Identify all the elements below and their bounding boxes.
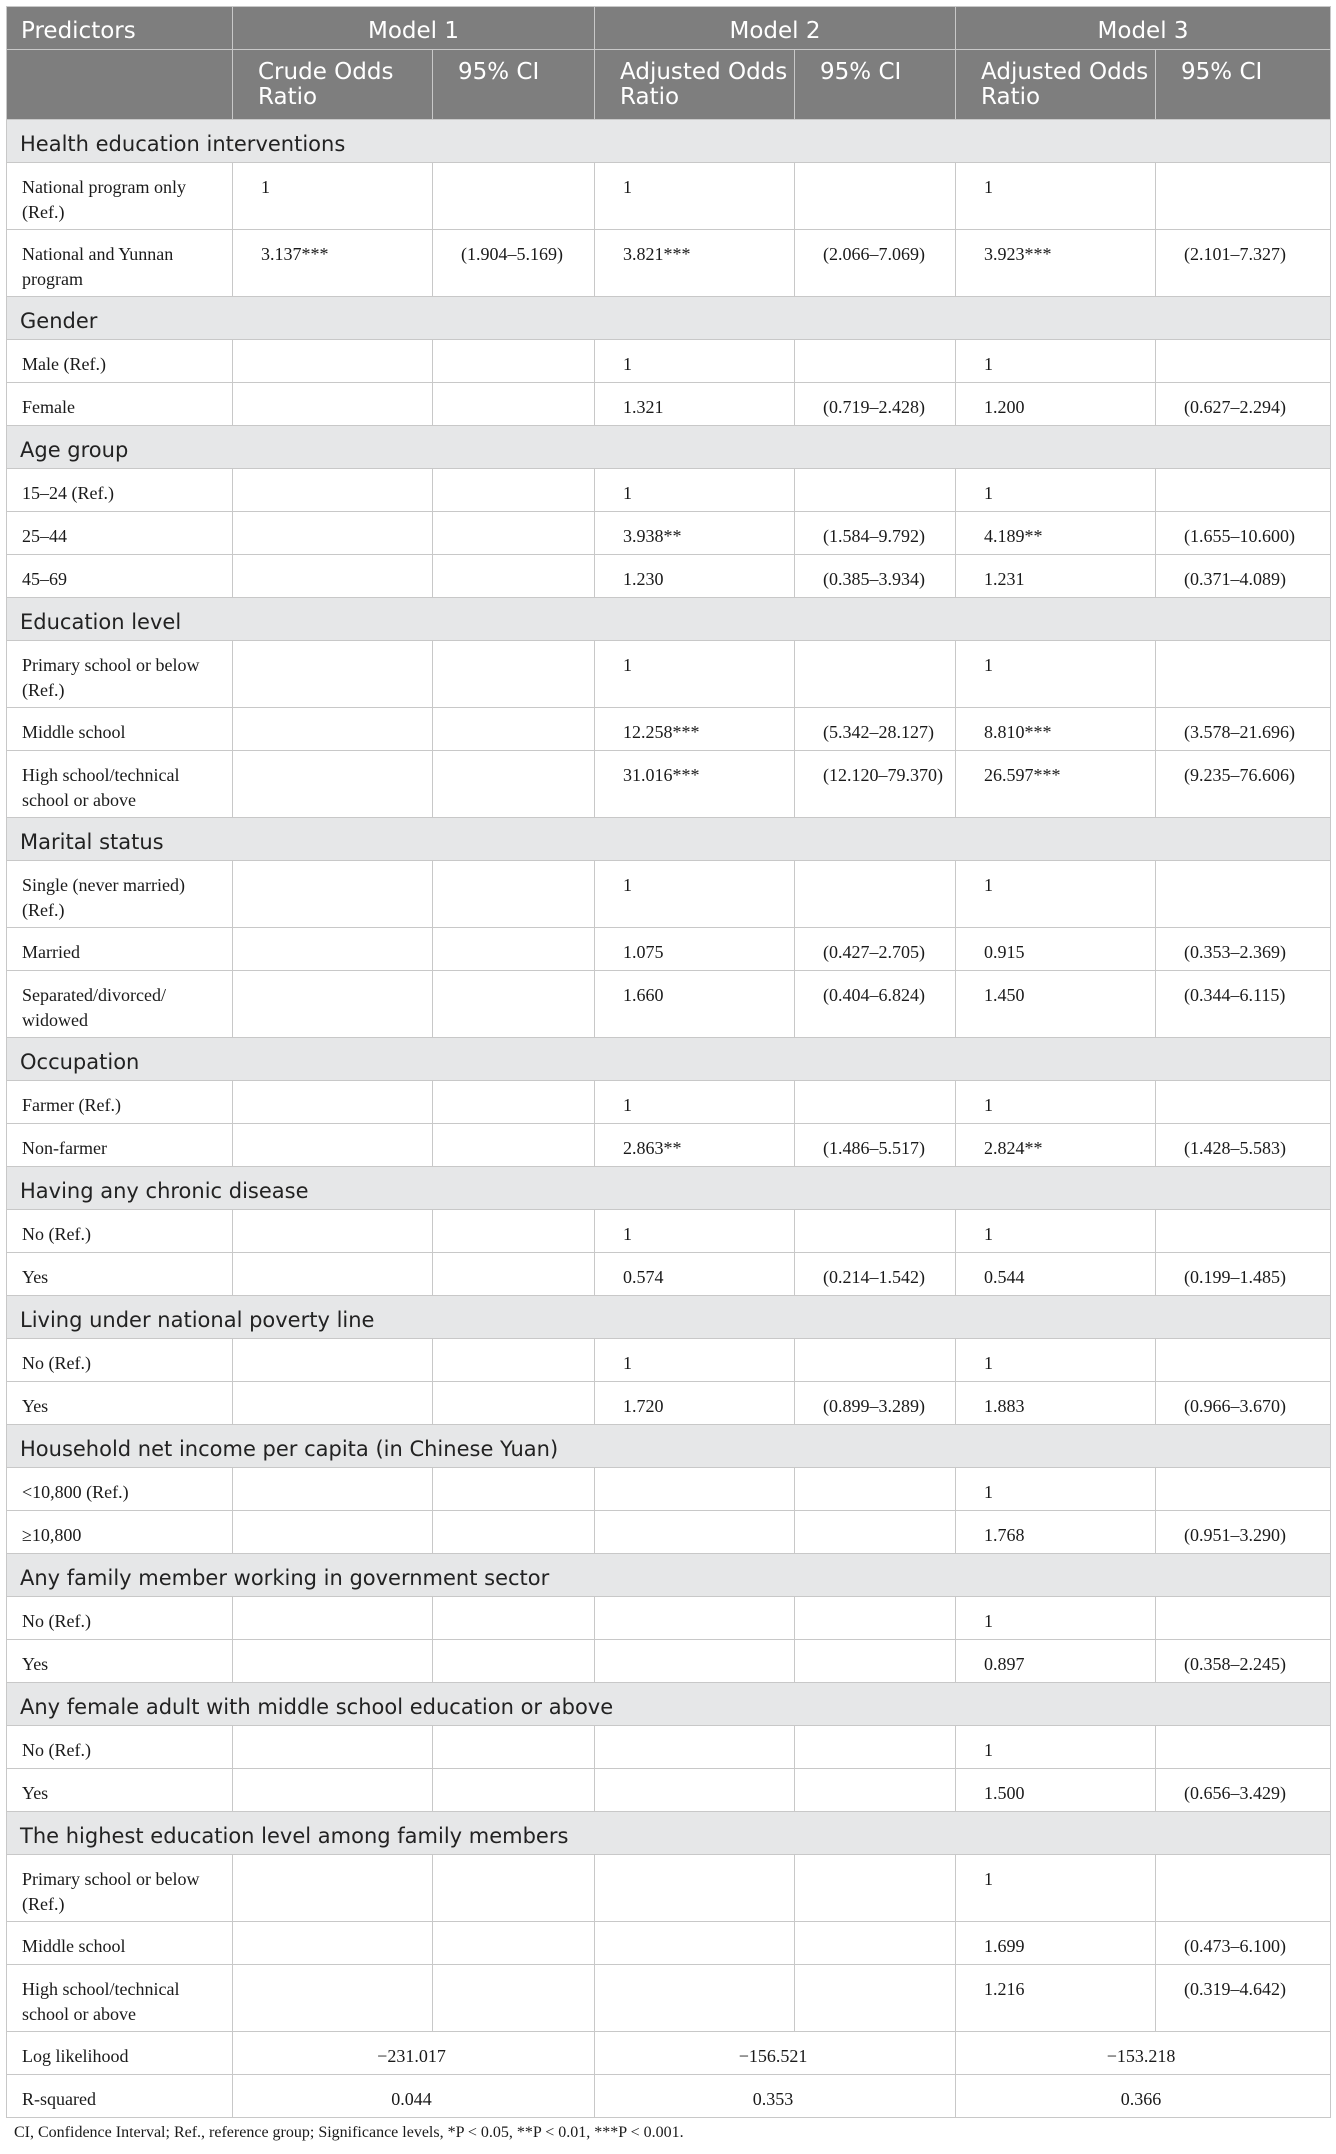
model-1-odds-ratio xyxy=(233,1855,433,1922)
model-3-odds-ratio: 1.450 xyxy=(956,971,1156,1038)
model-1-odds-ratio xyxy=(233,708,433,751)
header-adjusted-or-2: Adjusted Odds Ratio xyxy=(595,50,795,120)
model-2-odds-ratio: 3.821*** xyxy=(595,230,795,297)
model-2-ci xyxy=(795,1922,956,1965)
model-3-odds-ratio: 1.231 xyxy=(956,555,1156,598)
model-1-odds-ratio xyxy=(233,1253,433,1296)
model-3-odds-ratio: 0.544 xyxy=(956,1253,1156,1296)
section-row xyxy=(7,1812,1331,1855)
model-3-ci: (0.371–4.089) xyxy=(1156,555,1331,598)
model-2-odds-ratio xyxy=(595,1922,795,1965)
section-row xyxy=(7,598,1331,641)
model-2-ci xyxy=(795,1081,956,1124)
model-2-ci xyxy=(795,1597,956,1640)
model-3-ci: (0.344–6.115) xyxy=(1156,971,1331,1038)
model-2-ci xyxy=(795,1965,956,2032)
row-label: Primary school or below (Ref.) xyxy=(7,641,233,708)
model-2-ci xyxy=(795,861,956,928)
model-1-ci xyxy=(433,1253,595,1296)
model-1-odds-ratio xyxy=(233,971,433,1038)
model-1-ci xyxy=(433,340,595,383)
model-2-ci: (0.719–2.428) xyxy=(795,383,956,426)
model-2-ci: (0.404–6.824) xyxy=(795,971,956,1038)
model-1-ci xyxy=(433,751,595,818)
model-3-ci xyxy=(1156,163,1331,230)
model-3-ci: (1.428–5.583) xyxy=(1156,1124,1331,1167)
row-label: Married xyxy=(7,928,233,971)
model-3-ci xyxy=(1156,1081,1331,1124)
model-1-ci xyxy=(433,971,595,1038)
model-3-odds-ratio: 1 xyxy=(956,641,1156,708)
model-3-odds-ratio: 0.897 xyxy=(956,1640,1156,1683)
row-label: No (Ref.) xyxy=(7,1726,233,1769)
table-row xyxy=(7,1124,1331,1167)
model-2-odds-ratio: 1 xyxy=(595,469,795,512)
model-2-ci: (1.486–5.517) xyxy=(795,1124,956,1167)
model-2-ci: (2.066–7.069) xyxy=(795,230,956,297)
model-2-ci xyxy=(795,163,956,230)
model-3-odds-ratio: 3.923*** xyxy=(956,230,1156,297)
row-label: Female xyxy=(7,383,233,426)
table-row xyxy=(7,861,1331,928)
model-1-odds-ratio xyxy=(233,1124,433,1167)
table-row xyxy=(7,469,1331,512)
table-row xyxy=(7,163,1331,230)
model-1-ci xyxy=(433,555,595,598)
header-adjusted-or-3: Adjusted Odds Ratio xyxy=(956,50,1156,120)
model-1-odds-ratio xyxy=(233,641,433,708)
model-1-ci xyxy=(433,1124,595,1167)
model-2-ci xyxy=(795,1769,956,1812)
table-row xyxy=(7,1640,1331,1683)
model-2-ci: (12.120–79.370) xyxy=(795,751,956,818)
model-1-odds-ratio xyxy=(233,751,433,818)
model-2-odds-ratio: 1 xyxy=(595,641,795,708)
model-2-ci: (5.342–28.127) xyxy=(795,708,956,751)
header-model-1: Model 1 xyxy=(233,7,595,50)
model-3-odds-ratio: 1.768 xyxy=(956,1511,1156,1554)
model-1-odds-ratio xyxy=(233,555,433,598)
model-3-odds-ratio: 1 xyxy=(956,163,1156,230)
model-1-ci xyxy=(433,928,595,971)
model-1-ci xyxy=(433,163,595,230)
row-label: National program only (Ref.) xyxy=(7,163,233,230)
table-row xyxy=(7,1081,1331,1124)
model-2-odds-ratio: 1 xyxy=(595,1339,795,1382)
table-row xyxy=(7,1922,1331,1965)
table-row xyxy=(7,751,1331,818)
model-1-odds-ratio xyxy=(233,469,433,512)
model-3-odds-ratio: 2.824** xyxy=(956,1124,1156,1167)
section-row xyxy=(7,297,1331,340)
fit-stat-label: Log likelihood xyxy=(7,2032,233,2075)
model-1-ci xyxy=(433,1382,595,1425)
model-1-odds-ratio xyxy=(233,1511,433,1554)
model-2-odds-ratio: 1.230 xyxy=(595,555,795,598)
model-3-odds-ratio: 1 xyxy=(956,469,1156,512)
model-2-odds-ratio xyxy=(595,1769,795,1812)
header-model-3: Model 3 xyxy=(956,7,1331,50)
model-1-odds-ratio xyxy=(233,1382,433,1425)
model-2-odds-ratio: 12.258*** xyxy=(595,708,795,751)
model-3-ci xyxy=(1156,469,1331,512)
table-row xyxy=(7,928,1331,971)
row-label: No (Ref.) xyxy=(7,1339,233,1382)
row-label: Yes xyxy=(7,1382,233,1425)
model-3-ci xyxy=(1156,340,1331,383)
section-title: Household net income per capita (in Chinese Yuan) xyxy=(7,1425,1331,1468)
model-3-odds-ratio: 1.216 xyxy=(956,1965,1156,2032)
table-footnote: CI, Confidence Interval; Ref., reference group; Significance levels, *P < 0.05, **P < 0.01, ***P < 0.001. xyxy=(14,2124,684,2141)
model-1-ci xyxy=(433,1922,595,1965)
model-2-ci xyxy=(795,1210,956,1253)
model-3-odds-ratio: 8.810*** xyxy=(956,708,1156,751)
model-1-odds-ratio: 1 xyxy=(233,163,433,230)
model-1-ci xyxy=(433,1339,595,1382)
model-2-odds-ratio: 1.321 xyxy=(595,383,795,426)
header-ci-1: 95% CI xyxy=(433,50,595,120)
model-1-ci xyxy=(433,1511,595,1554)
row-label: Separated/divorced/ widowed xyxy=(7,971,233,1038)
model-1-ci xyxy=(433,1597,595,1640)
model-2-odds-ratio: 1.660 xyxy=(595,971,795,1038)
model-3-ci: (0.473–6.100) xyxy=(1156,1922,1331,1965)
table-body xyxy=(7,120,1331,2118)
table-row xyxy=(7,708,1331,751)
model-3-ci: (0.353–2.369) xyxy=(1156,928,1331,971)
row-label: Male (Ref.) xyxy=(7,340,233,383)
model-3-odds-ratio: 1 xyxy=(956,340,1156,383)
model-3-ci xyxy=(1156,1468,1331,1511)
model-2-odds-ratio: 1.720 xyxy=(595,1382,795,1425)
model-2-ci: (0.214–1.542) xyxy=(795,1253,956,1296)
row-label: ≥10,800 xyxy=(7,1511,233,1554)
row-label: High school/technical school or above xyxy=(7,1965,233,2032)
row-label: 45–69 xyxy=(7,555,233,598)
table-row xyxy=(7,1965,1331,2032)
model-3-odds-ratio: 1 xyxy=(956,1081,1156,1124)
section-row xyxy=(7,120,1331,163)
model-3-ci xyxy=(1156,861,1331,928)
header-model-2: Model 2 xyxy=(595,7,956,50)
model-3-ci: (9.235–76.606) xyxy=(1156,751,1331,818)
model-3-odds-ratio: 1 xyxy=(956,1468,1156,1511)
model-2-ci xyxy=(795,1640,956,1683)
model-1-fit-value: 0.044 xyxy=(233,2075,595,2118)
model-1-odds-ratio xyxy=(233,383,433,426)
model-2-odds-ratio: 3.938** xyxy=(595,512,795,555)
model-2-ci: (0.385–3.934) xyxy=(795,555,956,598)
model-2-ci xyxy=(795,1468,956,1511)
model-2-odds-ratio xyxy=(595,1468,795,1511)
model-1-odds-ratio xyxy=(233,1081,433,1124)
model-3-odds-ratio: 26.597*** xyxy=(956,751,1156,818)
regression-table xyxy=(6,6,1331,2118)
section-title: Having any chronic disease xyxy=(7,1167,1331,1210)
model-1-ci xyxy=(433,1855,595,1922)
model-2-odds-ratio xyxy=(595,1597,795,1640)
model-1-ci xyxy=(433,512,595,555)
model-2-ci xyxy=(795,1339,956,1382)
model-3-ci xyxy=(1156,1597,1331,1640)
row-label: No (Ref.) xyxy=(7,1597,233,1640)
model-1-odds-ratio xyxy=(233,928,433,971)
section-row xyxy=(7,1038,1331,1081)
model-1-odds-ratio xyxy=(233,861,433,928)
model-1-odds-ratio xyxy=(233,1640,433,1683)
model-1-odds-ratio xyxy=(233,1210,433,1253)
table-row xyxy=(7,512,1331,555)
model-2-odds-ratio xyxy=(595,1726,795,1769)
section-row xyxy=(7,1554,1331,1597)
model-3-ci: (3.578–21.696) xyxy=(1156,708,1331,751)
model-2-fit-value: −156.521 xyxy=(595,2032,956,2075)
section-row xyxy=(7,1425,1331,1468)
row-label: Primary school or below (Ref.) xyxy=(7,1855,233,1922)
row-label: Single (never married) (Ref.) xyxy=(7,861,233,928)
model-2-odds-ratio: 1 xyxy=(595,1081,795,1124)
section-title: Any female adult with middle school education or above xyxy=(7,1683,1331,1726)
model-3-odds-ratio: 4.189** xyxy=(956,512,1156,555)
table-row xyxy=(7,641,1331,708)
model-3-ci: (0.358–2.245) xyxy=(1156,1640,1331,1683)
model-2-ci xyxy=(795,641,956,708)
section-title: Occupation xyxy=(7,1038,1331,1081)
model-3-odds-ratio: 1 xyxy=(956,861,1156,928)
table-row xyxy=(7,1468,1331,1511)
model-1-odds-ratio xyxy=(233,1922,433,1965)
fit-stat-label: R-squared xyxy=(7,2075,233,2118)
table-row xyxy=(7,971,1331,1038)
model-3-ci: (0.199–1.485) xyxy=(1156,1253,1331,1296)
section-title: Marital status xyxy=(7,818,1331,861)
section-row xyxy=(7,1167,1331,1210)
row-label: Yes xyxy=(7,1640,233,1683)
model-1-ci xyxy=(433,861,595,928)
table-row xyxy=(7,1210,1331,1253)
section-title: The highest education level among family members xyxy=(7,1812,1331,1855)
model-3-odds-ratio: 1 xyxy=(956,1855,1156,1922)
model-2-ci xyxy=(795,1726,956,1769)
model-1-ci xyxy=(433,383,595,426)
table-row xyxy=(7,555,1331,598)
model-1-odds-ratio xyxy=(233,1965,433,2032)
model-2-odds-ratio: 1 xyxy=(595,163,795,230)
header-predictors: Predictors xyxy=(7,7,233,50)
model-1-odds-ratio: 3.137*** xyxy=(233,230,433,297)
model-3-odds-ratio: 1 xyxy=(956,1210,1156,1253)
model-1-ci xyxy=(433,1769,595,1812)
model-2-ci: (0.427–2.705) xyxy=(795,928,956,971)
model-1-ci xyxy=(433,1726,595,1769)
model-2-odds-ratio: 1 xyxy=(595,1210,795,1253)
model-2-ci xyxy=(795,1511,956,1554)
model-3-ci xyxy=(1156,1210,1331,1253)
table-row xyxy=(7,340,1331,383)
table-row xyxy=(7,1597,1331,1640)
model-2-odds-ratio: 1 xyxy=(595,340,795,383)
model-3-odds-ratio: 1 xyxy=(956,1597,1156,1640)
header-ci-3: 95% CI xyxy=(1156,50,1331,120)
table-row xyxy=(7,1339,1331,1382)
section-title: Living under national poverty line xyxy=(7,1296,1331,1339)
model-3-ci: (0.627–2.294) xyxy=(1156,383,1331,426)
model-2-odds-ratio xyxy=(595,1965,795,2032)
model-1-ci xyxy=(433,1965,595,2032)
section-row xyxy=(7,1683,1331,1726)
row-label: <10,800 (Ref.) xyxy=(7,1468,233,1511)
model-3-ci: (0.656–3.429) xyxy=(1156,1769,1331,1812)
model-1-ci xyxy=(433,1210,595,1253)
model-3-odds-ratio: 1.699 xyxy=(956,1922,1156,1965)
header-ci-2: 95% CI xyxy=(795,50,956,120)
model-3-ci: (0.319–4.642) xyxy=(1156,1965,1331,2032)
model-1-odds-ratio xyxy=(233,1468,433,1511)
model-2-odds-ratio: 2.863** xyxy=(595,1124,795,1167)
model-3-ci xyxy=(1156,1726,1331,1769)
model-1-ci xyxy=(433,641,595,708)
row-label: 15–24 (Ref.) xyxy=(7,469,233,512)
model-1-odds-ratio xyxy=(233,1597,433,1640)
model-1-odds-ratio xyxy=(233,340,433,383)
section-row xyxy=(7,426,1331,469)
fit-stat-row xyxy=(7,2032,1331,2075)
row-label: No (Ref.) xyxy=(7,1210,233,1253)
model-1-odds-ratio xyxy=(233,1726,433,1769)
model-1-fit-value: −231.017 xyxy=(233,2032,595,2075)
model-1-ci xyxy=(433,708,595,751)
model-1-odds-ratio xyxy=(233,1769,433,1812)
model-2-odds-ratio xyxy=(595,1855,795,1922)
row-label: 25–44 xyxy=(7,512,233,555)
model-2-ci: (0.899–3.289) xyxy=(795,1382,956,1425)
model-2-ci xyxy=(795,340,956,383)
row-label: Middle school xyxy=(7,708,233,751)
section-title: Health education interventions xyxy=(7,120,1331,163)
model-2-ci xyxy=(795,1855,956,1922)
model-3-ci xyxy=(1156,1855,1331,1922)
model-1-ci xyxy=(433,1081,595,1124)
model-3-ci: (0.951–3.290) xyxy=(1156,1511,1331,1554)
model-3-ci: (1.655–10.600) xyxy=(1156,512,1331,555)
model-2-odds-ratio: 0.574 xyxy=(595,1253,795,1296)
table-header xyxy=(7,7,1331,120)
row-label: Yes xyxy=(7,1253,233,1296)
model-3-odds-ratio: 1 xyxy=(956,1726,1156,1769)
model-1-ci xyxy=(433,1640,595,1683)
row-label: High school/technical school or above xyxy=(7,751,233,818)
section-row xyxy=(7,1296,1331,1339)
model-1-ci: (1.904–5.169) xyxy=(433,230,595,297)
section-row xyxy=(7,818,1331,861)
model-1-ci xyxy=(433,1468,595,1511)
row-label: National and Yunnan program xyxy=(7,230,233,297)
table-row xyxy=(7,1253,1331,1296)
model-2-odds-ratio xyxy=(595,1640,795,1683)
model-2-ci: (1.584–9.792) xyxy=(795,512,956,555)
model-3-odds-ratio: 1.883 xyxy=(956,1382,1156,1425)
model-2-odds-ratio xyxy=(595,1511,795,1554)
table-row xyxy=(7,1511,1331,1554)
model-3-ci: (0.966–3.670) xyxy=(1156,1382,1331,1425)
section-title: Gender xyxy=(7,297,1331,340)
model-3-ci xyxy=(1156,641,1331,708)
table-row xyxy=(7,230,1331,297)
section-title: Age group xyxy=(7,426,1331,469)
header-crude-or: Crude Odds Ratio xyxy=(233,50,433,120)
section-title: Education level xyxy=(7,598,1331,641)
model-2-fit-value: 0.353 xyxy=(595,2075,956,2118)
row-label: Non-farmer xyxy=(7,1124,233,1167)
model-3-odds-ratio: 1 xyxy=(956,1339,1156,1382)
model-3-fit-value: −153.218 xyxy=(956,2032,1331,2075)
model-2-odds-ratio: 1 xyxy=(595,861,795,928)
row-label: Farmer (Ref.) xyxy=(7,1081,233,1124)
table-row xyxy=(7,1855,1331,1922)
model-3-odds-ratio: 1.500 xyxy=(956,1769,1156,1812)
table-row xyxy=(7,1382,1331,1425)
model-3-ci: (2.101–7.327) xyxy=(1156,230,1331,297)
model-3-odds-ratio: 1.200 xyxy=(956,383,1156,426)
model-3-odds-ratio: 0.915 xyxy=(956,928,1156,971)
row-label: Yes xyxy=(7,1769,233,1812)
model-2-odds-ratio: 31.016*** xyxy=(595,751,795,818)
model-1-odds-ratio xyxy=(233,512,433,555)
fit-stat-row xyxy=(7,2075,1331,2118)
row-label: Middle school xyxy=(7,1922,233,1965)
model-3-fit-value: 0.366 xyxy=(956,2075,1331,2118)
section-title: Any family member working in government sector xyxy=(7,1554,1331,1597)
model-3-ci xyxy=(1156,1339,1331,1382)
header-blank xyxy=(7,50,233,120)
table-row xyxy=(7,383,1331,426)
model-1-ci xyxy=(433,469,595,512)
table-row xyxy=(7,1769,1331,1812)
model-1-odds-ratio xyxy=(233,1339,433,1382)
model-2-ci xyxy=(795,469,956,512)
table-row xyxy=(7,1726,1331,1769)
model-2-odds-ratio: 1.075 xyxy=(595,928,795,971)
